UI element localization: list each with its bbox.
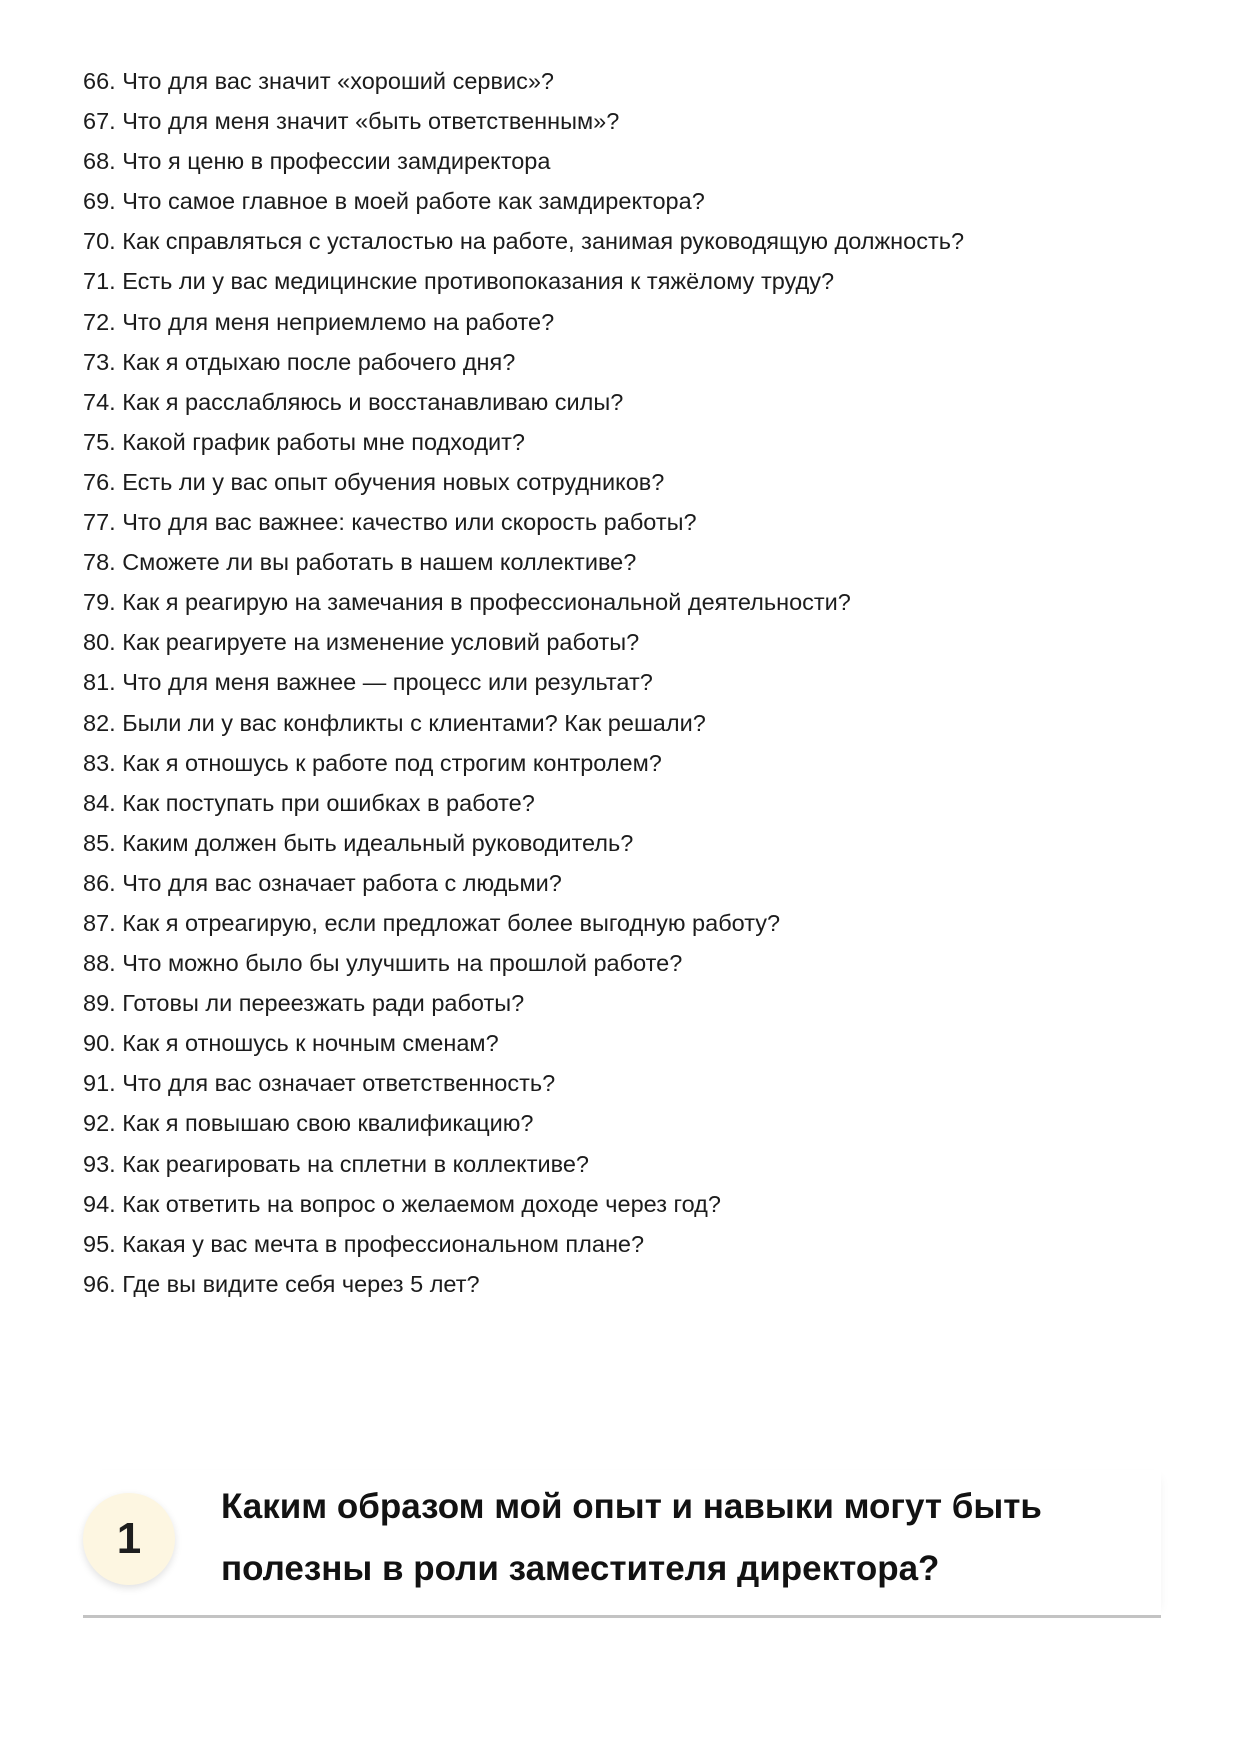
- question-number: 85.: [83, 829, 116, 856]
- section-number-badge: 1: [83, 1493, 175, 1585]
- question-text: Каким должен быть идеальный руководитель?: [122, 829, 634, 856]
- question-text: Где вы видите себя через 5 лет?: [122, 1270, 480, 1297]
- question-number: 92.: [83, 1110, 116, 1137]
- question-text: Как я отношусь к работе под строгим контролем?: [122, 749, 662, 776]
- question-item: [83, 662, 1143, 702]
- question-item: [83, 382, 1143, 422]
- question-item: [83, 1224, 1143, 1264]
- question-number: 72.: [83, 308, 116, 335]
- question-number: 71.: [83, 268, 116, 295]
- question-item: [83, 422, 1143, 462]
- question-item: [83, 743, 1143, 783]
- question-number: 67.: [83, 108, 116, 135]
- question-item: [83, 462, 1143, 502]
- question-number: 88.: [83, 950, 116, 977]
- question-item: [83, 863, 1143, 903]
- question-text: Как справляться с усталостью на работе, занимая руководящую должность?: [122, 228, 965, 255]
- question-item: [83, 1103, 1143, 1143]
- question-number: 77.: [83, 509, 116, 536]
- question-text: Как я отдыхаю после рабочего дня?: [122, 348, 516, 375]
- question-text: Какой график работы мне подходит?: [122, 428, 525, 455]
- question-number: 68.: [83, 148, 116, 175]
- question-text: Что для вас означает работа с людьми?: [122, 869, 562, 896]
- question-number: 89.: [83, 990, 116, 1017]
- question-number: 80.: [83, 629, 116, 656]
- question-text: Как я повышаю свою квалификацию?: [122, 1110, 534, 1137]
- question-number: 69.: [83, 188, 116, 215]
- question-number: 81.: [83, 669, 116, 696]
- question-text: Есть ли у вас медицинские противопоказания к тяжёлому труду?: [122, 268, 835, 295]
- question-number: 93.: [83, 1150, 116, 1177]
- question-item: [83, 542, 1143, 582]
- question-number: 86.: [83, 869, 116, 896]
- question-number: 66.: [83, 68, 116, 94]
- question-item: [83, 622, 1143, 662]
- section-heading: [83, 1470, 1161, 1618]
- question-item: [83, 1184, 1143, 1224]
- question-text: Как я реагирую на замечания в профессиональной деятельности?: [122, 589, 851, 616]
- question-item: [83, 61, 1143, 101]
- question-number: 79.: [83, 589, 116, 616]
- question-item: [83, 703, 1143, 743]
- question-number: 78.: [83, 549, 116, 576]
- question-item: [83, 783, 1143, 823]
- question-text: Что для меня важнее — процесс или результат?: [122, 669, 653, 696]
- question-item: [83, 261, 1143, 301]
- question-number: 87.: [83, 909, 116, 936]
- question-text: Как реагируете на изменение условий работы?: [122, 629, 640, 656]
- question-item: [83, 1023, 1143, 1063]
- question-number: 94.: [83, 1190, 116, 1217]
- question-item: [83, 181, 1143, 221]
- question-text: Что можно было бы улучшить на прошлой работе?: [122, 950, 683, 977]
- question-text: Что для меня значит «быть ответственным»?: [122, 108, 620, 135]
- question-item: [83, 221, 1143, 261]
- question-item: [83, 502, 1143, 542]
- question-text: Были ли у вас конфликты с клиентами? Как решали?: [122, 709, 706, 736]
- question-text: Что для вас значит «хороший сервис»?: [122, 68, 554, 94]
- question-item: [83, 1063, 1143, 1103]
- question-number: 83.: [83, 749, 116, 776]
- question-item: [83, 302, 1143, 342]
- question-number: 73.: [83, 348, 116, 375]
- question-text: Как поступать при ошибках в работе?: [122, 789, 535, 816]
- question-text: Как я расслабляюсь и восстанавливаю силы?: [122, 388, 624, 415]
- question-text: Что я ценю в профессии замдиректора: [122, 148, 551, 175]
- question-text: Что для вас важнее: качество или скорость работы?: [122, 509, 697, 536]
- question-number: 70.: [83, 228, 116, 255]
- question-item: [83, 983, 1143, 1023]
- question-item: [83, 582, 1143, 622]
- question-number: 84.: [83, 789, 116, 816]
- question-text: Что самое главное в моей работе как замдиректора?: [122, 188, 705, 215]
- question-number: 74.: [83, 388, 116, 415]
- question-text: Сможете ли вы работать в нашем коллективе?: [122, 549, 637, 576]
- question-item: [83, 342, 1143, 382]
- question-item: [83, 141, 1143, 181]
- question-number: 75.: [83, 428, 116, 455]
- question-text: Есть ли у вас опыт обучения новых сотрудников?: [122, 468, 665, 495]
- question-list: [83, 61, 1143, 1304]
- question-number: 95.: [83, 1230, 116, 1257]
- question-text: Готовы ли переезжать ради работы?: [122, 990, 525, 1017]
- question-number: 91.: [83, 1070, 116, 1097]
- section-title: Каким образом мой опыт и навыки могут быть полезны в роли заместителя директора?: [221, 1487, 1042, 1588]
- question-number: 82.: [83, 709, 116, 736]
- question-item: [83, 943, 1143, 983]
- question-number: 76.: [83, 468, 116, 495]
- question-item: [83, 903, 1143, 943]
- question-text: Как ответить на вопрос о желаемом доходе через год?: [122, 1190, 721, 1217]
- question-item: [83, 1264, 1143, 1304]
- question-text: Как я отреагирую, если предложат более выгодную работу?: [122, 909, 781, 936]
- question-text: Как я отношусь к ночным сменам?: [122, 1030, 499, 1057]
- question-item: [83, 823, 1143, 863]
- question-number: 96.: [83, 1270, 116, 1297]
- question-text: Как реагировать на сплетни в коллективе?: [122, 1150, 589, 1177]
- question-number: 90.: [83, 1030, 116, 1057]
- question-text: Что для вас означает ответственность?: [122, 1070, 556, 1097]
- question-item: [83, 1144, 1143, 1184]
- question-text: Какая у вас мечта в профессиональном плане?: [122, 1230, 645, 1257]
- question-text: Что для меня неприемлемо на работе?: [122, 308, 555, 335]
- question-item: [83, 101, 1143, 141]
